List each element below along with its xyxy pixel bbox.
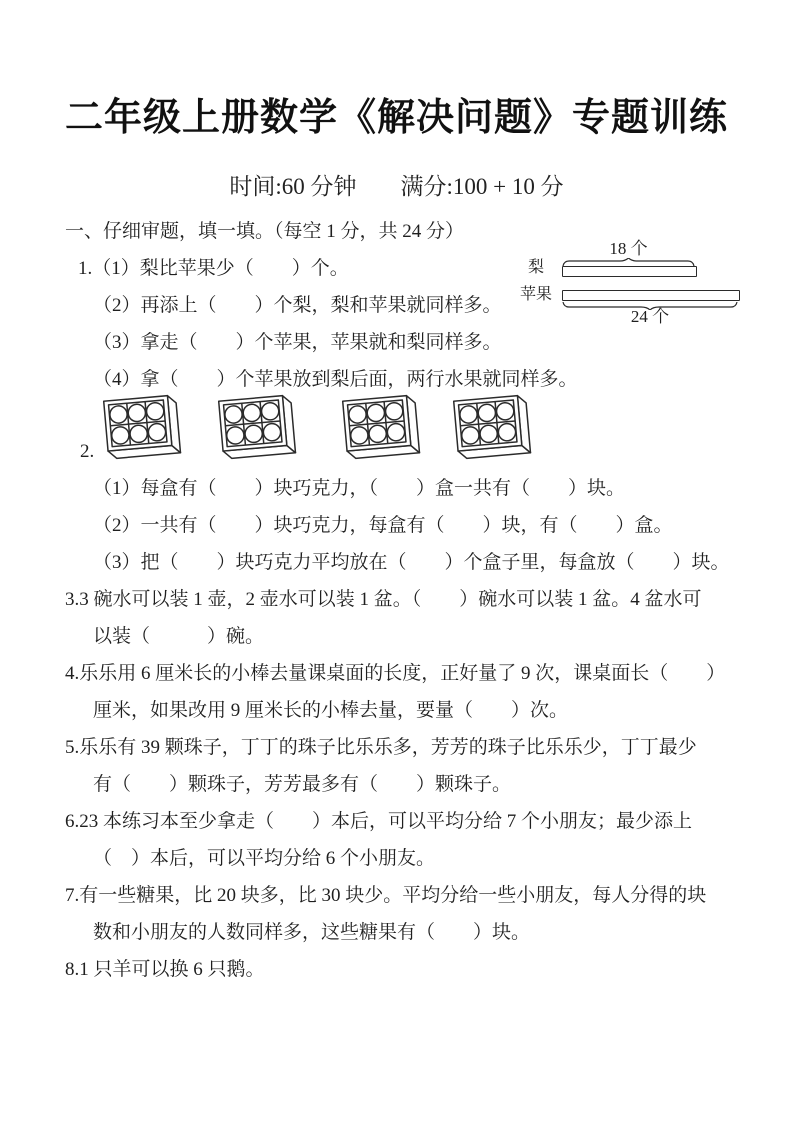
chocolate-box-icon bbox=[448, 394, 536, 462]
q2-number: 2. bbox=[80, 441, 95, 462]
time-label: 时间:60 分钟 bbox=[229, 174, 357, 199]
q2-line-1: （1）每盒有（ ）块巧克力，（ ）盒一共有（ ）块。 bbox=[93, 478, 626, 499]
apple-label: 苹果 bbox=[520, 286, 553, 303]
pear-label: 梨 bbox=[528, 259, 545, 276]
section-one-heading: 一、仔细审题，填一填。（每空 1 分，共 24 分） bbox=[65, 221, 465, 242]
chocolate-boxes-figure bbox=[65, 392, 743, 470]
subtitle bbox=[0, 168, 793, 201]
chocolate-box-icon bbox=[337, 394, 425, 462]
page-title: 二年级上册数学《解决问题》专题训练 bbox=[64, 97, 728, 139]
q8-line-1: 8.1 只羊可以换 6 只鹅。 bbox=[65, 959, 265, 980]
q5-line-1: 5.乐乐有 39 颗珠子，丁丁的珠子比乐乐多，芳芳的珠子比乐乐少，丁丁最少 bbox=[65, 737, 697, 758]
q1-line-1: 1.（1）梨比苹果少（ ）个。 bbox=[78, 258, 349, 279]
q2-line-3: （3）把（ ）块巧克力平均放在（ ）个盒子里，每盒放（ ）块。 bbox=[93, 552, 730, 573]
q3-line-2: 以装（ ）碗。 bbox=[93, 626, 265, 647]
q7-line-2: 数和小朋友的人数同样多，这些糖果有（ ）块。 bbox=[93, 922, 531, 943]
q7-line-1: 7.有一些糖果，比 20 块多，比 30 块少。平均分给一些小朋友，每人分得的块 bbox=[65, 885, 707, 906]
q1-line-4: （4）拿（ ）个苹果放到梨后面，两行水果就同样多。 bbox=[93, 369, 578, 390]
q6-line-2: （ ）本后，可以平均分给 6 个小朋友。 bbox=[93, 848, 436, 869]
q4-line-2: 厘米，如果改用 9 厘米长的小棒去量，要量（ ）次。 bbox=[93, 700, 569, 721]
score-label: 满分:100 + 10 分 bbox=[400, 174, 564, 199]
apple-count-label: 24 个 bbox=[630, 307, 670, 326]
q4-line-1: 4.乐乐用 6 厘米长的小棒去量课桌面的长度，正好量了 9 次，课桌面长（ ） bbox=[65, 663, 726, 684]
q1-line-2: （2）再添上（ ）个梨，梨和苹果就同样多。 bbox=[93, 295, 502, 316]
q3-line-1: 3.3 碗水可以装 1 壶，2 壶水可以装 1 盆。（ ）碗水可以装 1 盆。4 盆水可 bbox=[65, 589, 702, 610]
q1-line-3: （3）拿走（ ）个苹果，苹果就和梨同样多。 bbox=[93, 332, 502, 353]
q2-line-2: （2）一共有（ ）块巧克力，每盒有（ ）块，有（ ）盒。 bbox=[93, 515, 673, 536]
chocolate-box-icon bbox=[98, 394, 186, 462]
q6-line-1: 6.23 本练习本至少拿走（ ）本后，可以平均分给 7 个小朋友；最少添上 bbox=[65, 811, 693, 832]
q5-line-2: 有（ ）颗珠子，芳芳最多有（ ）颗珠子。 bbox=[93, 774, 512, 795]
pear-count-label: 18 个 bbox=[609, 239, 648, 258]
chocolate-box-icon bbox=[213, 394, 301, 462]
worksheet-body bbox=[65, 213, 743, 988]
